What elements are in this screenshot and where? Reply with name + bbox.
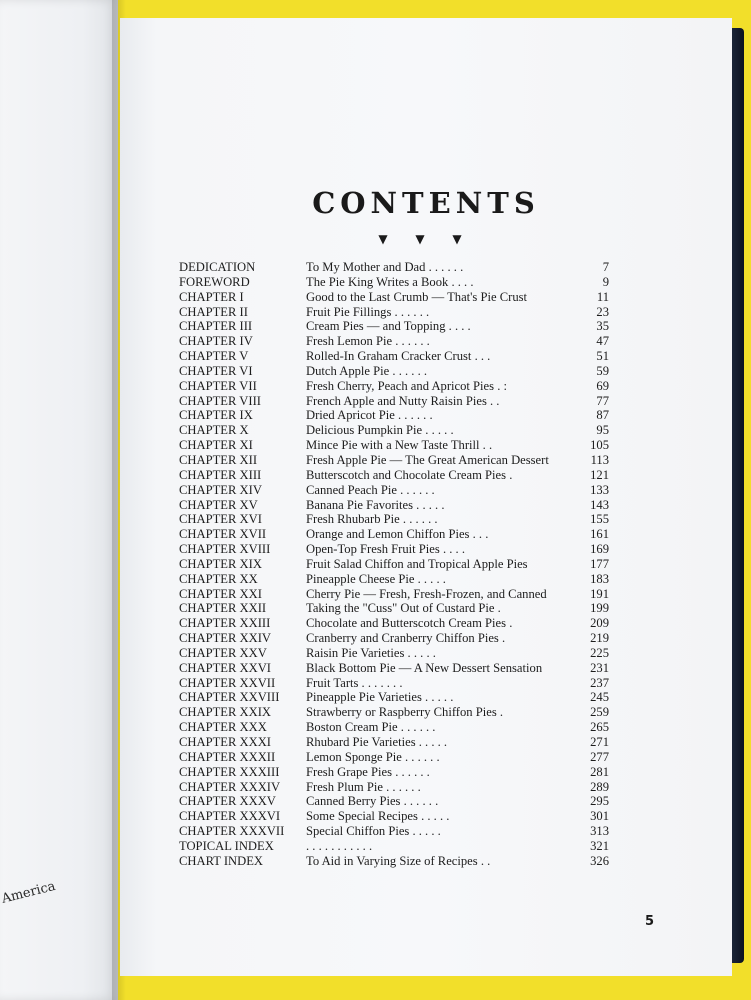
toc-entry	[179, 364, 609, 379]
toc-entry-page: 313	[590, 824, 609, 839]
toc-entry-page: 199	[590, 601, 609, 616]
toc-entry-page: 59	[596, 363, 609, 378]
toc-entry	[179, 483, 609, 498]
toc-entry-label: CHAPTER XXVII	[179, 675, 276, 690]
toc-entry-title: Good to the Last Crumb — That's Pie Crust	[306, 289, 528, 304]
page-title: CONTENTS	[312, 186, 540, 220]
toc-entry-page: 7	[602, 260, 609, 274]
toc-entry-page: 219	[590, 631, 609, 646]
toc-entry-title: Some Special Recipes . . . . .	[306, 809, 450, 824]
toc-entry-label: CHAPTER VIII	[179, 393, 261, 408]
toc-entry	[179, 824, 609, 839]
toc-entry	[179, 587, 609, 602]
toc-entry	[179, 468, 609, 483]
toc-entry	[179, 839, 609, 854]
toc-entry-page: 121	[590, 467, 609, 482]
toc-entry-label: CHAPTER XVI	[179, 512, 262, 527]
toc-entry-title: Mince Pie with a New Taste Thrill . .	[306, 438, 493, 453]
toc-entry-title: Raisin Pie Varieties . . . . .	[306, 645, 436, 660]
toc-entry-label: CHAPTER XX	[179, 571, 258, 586]
toc-entry-page: 245	[590, 690, 609, 705]
toc-entry-page: 47	[596, 334, 609, 349]
toc-entry	[179, 794, 609, 809]
toc-entry-title: Canned Peach Pie . . . . . .	[306, 482, 435, 497]
toc-entry-page: 23	[596, 304, 609, 319]
toc-entry-label: DEDICATION	[179, 260, 256, 274]
toc-entry-title: Delicious Pumpkin Pie . . . . .	[306, 423, 454, 438]
toc-entry-label: CHAPTER XXXIII	[179, 764, 280, 779]
toc-entry-title: Fruit Salad Chiffon and Tropical Apple Pies	[306, 556, 528, 571]
left-page	[0, 0, 118, 1000]
toc-entry-title: Pineapple Cheese Pie . . . . .	[306, 571, 446, 586]
toc-entry-label: CHAPTER XIII	[179, 467, 262, 482]
toc-entry-title: Open-Top Fresh Fruit Pies . . . .	[306, 542, 465, 557]
toc-entry	[179, 646, 609, 661]
toc-entry-title: . . . . . . . . . . .	[306, 838, 373, 853]
toc-entry-page: 9	[602, 274, 609, 289]
toc-entry-title: Boston Cream Pie . . . . . .	[306, 720, 436, 735]
toc-entry-label: CHAPTER XXXV	[179, 794, 276, 809]
toc-entry-title: Orange and Lemon Chiffon Pies . . .	[306, 527, 489, 542]
toc-entry-title: Fruit Pie Fillings . . . . . .	[306, 304, 430, 319]
toc-entry-title: To My Mother and Dad . . . . . .	[306, 260, 464, 274]
toc-entry-title: Strawberry or Raspberry Chiffon Pies .	[306, 705, 504, 720]
toc-entry	[179, 453, 609, 468]
toc-entry-label: CHAPTER XV	[179, 497, 258, 512]
toc-entry-page: 259	[590, 705, 609, 720]
toc-entry-title: Fruit Tarts . . . . . . .	[306, 675, 403, 690]
toc-entry-page: 183	[590, 571, 609, 586]
toc-entry-title: Fresh Apple Pie — The Great American Dessert	[306, 452, 549, 467]
page-number: 5	[645, 914, 655, 929]
left-page-caption: America	[0, 878, 57, 907]
toc-entry-title: Rolled-In Graham Cracker Crust . . .	[306, 349, 491, 364]
toc-entry-title: Canned Berry Pies . . . . . .	[306, 794, 439, 809]
toc-entry	[179, 616, 609, 631]
toc-entry-title: Fresh Plum Pie . . . . . .	[306, 779, 421, 794]
toc-entry-page: 69	[596, 378, 609, 393]
toc-entry	[179, 690, 609, 705]
toc-entry	[179, 557, 609, 572]
toc-entry-title: Pineapple Pie Varieties . . . . .	[306, 690, 454, 705]
toc-entry	[179, 527, 609, 542]
toc-entry-title: Cream Pies — and Topping . . . .	[306, 319, 471, 334]
toc-entry-label: CHAPTER XXXIV	[179, 779, 281, 794]
toc-entry-page: 191	[590, 586, 609, 601]
toc-entry-page: 209	[590, 616, 609, 631]
toc-entry	[179, 572, 609, 587]
toc-entry	[179, 705, 609, 720]
toc-entry-page: 237	[590, 675, 609, 690]
toc-entry	[179, 275, 609, 290]
toc-entry	[179, 542, 609, 557]
toc-entry-label: FOREWORD	[179, 274, 250, 289]
toc-entry-label: CHAPTER I	[179, 289, 244, 304]
toc-entry-title: Butterscotch and Chocolate Cream Pies .	[306, 467, 513, 482]
toc-entry	[179, 319, 609, 334]
toc-entry-page: 265	[590, 720, 609, 735]
toc-entry	[179, 260, 609, 275]
toc-entry-label: CHAPTER VII	[179, 378, 257, 393]
toc-entry-page: 326	[590, 853, 609, 868]
toc-entry-page: 225	[590, 645, 609, 660]
toc-entry-page: 77	[596, 393, 609, 408]
table-of-contents	[179, 260, 609, 869]
toc-entry-page: 161	[590, 527, 609, 542]
toc-entry-label: CHAPTER X	[179, 423, 249, 438]
toc-entry-page: 301	[590, 809, 609, 824]
toc-entry-page: 143	[590, 497, 609, 512]
toc-entry	[179, 631, 609, 646]
toc-entry-label: CHAPTER XXV	[179, 645, 267, 660]
toc-entry-label: CHAPTER XXIV	[179, 631, 272, 646]
toc-entry-label: CHAPTER XXXII	[179, 749, 276, 764]
toc-entry-label: CHAPTER II	[179, 304, 248, 319]
toc-entry-label: CHAPTER V	[179, 349, 249, 364]
toc-entry	[179, 780, 609, 795]
toc-entry-label: CHAPTER XI	[179, 438, 253, 453]
toc-entry	[179, 349, 609, 364]
toc-entry-title: Cherry Pie — Fresh, Fresh-Frozen, and Canned	[306, 586, 547, 601]
toc-entry-title: French Apple and Nutty Raisin Pies . .	[306, 393, 500, 408]
toc-entry-label: CHAPTER IV	[179, 334, 253, 349]
toc-entry-label: CHAPTER XXVIII	[179, 690, 280, 705]
toc-entry-title: Fresh Grape Pies . . . . . .	[306, 764, 430, 779]
toc-entry-label: TOPICAL INDEX	[179, 838, 274, 853]
toc-entry	[179, 334, 609, 349]
toc-entry-title: Banana Pie Favorites . . . . .	[306, 497, 445, 512]
toc-entry	[179, 661, 609, 676]
ornament-triangles: ▼ ▼ ▼	[378, 232, 474, 246]
toc-entry-label: CHAPTER XXXI	[179, 735, 272, 749]
toc-entry-page: 11	[596, 289, 609, 304]
toc-entry	[179, 394, 609, 409]
toc-entry	[179, 676, 609, 691]
toc-entry-page: 321	[590, 838, 609, 853]
toc-entry	[179, 512, 609, 527]
toc-entry-label: CHAPTER XXXVII	[179, 824, 285, 839]
toc-entry-label: CHAPTER XXII	[179, 601, 267, 616]
toc-entry-title: Chocolate and Butterscotch Cream Pies .	[306, 616, 513, 631]
toc-entry-label: CHAPTER XVIII	[179, 542, 271, 557]
toc-entry-page: 277	[590, 749, 609, 764]
toc-entry	[179, 408, 609, 423]
toc-entry-page: 133	[590, 482, 609, 497]
toc-entry-page: 231	[590, 660, 609, 675]
toc-entry-title: Dried Apricot Pie . . . . . .	[306, 408, 433, 423]
toc-entry-page: 271	[590, 735, 609, 749]
toc-entry	[179, 379, 609, 394]
toc-entry-title: Taking the "Cuss" Out of Custard Pie .	[306, 601, 501, 616]
toc-entry-label: CHAPTER III	[179, 319, 253, 334]
toc-entry-page: 95	[596, 423, 609, 438]
toc-entry	[179, 765, 609, 780]
toc-entry-page: 105	[590, 438, 609, 453]
toc-entry	[179, 290, 609, 305]
toc-entry-label: CHAPTER XXIII	[179, 616, 271, 631]
toc-entry-title: Black Bottom Pie — A New Dessert Sensation	[306, 660, 543, 675]
toc-entry	[179, 601, 609, 616]
toc-entry-page: 295	[590, 794, 609, 809]
toc-entry-label: CHART INDEX	[179, 853, 264, 868]
toc-entry-label: CHAPTER VI	[179, 363, 253, 378]
toc-entry-label: CHAPTER XXIX	[179, 705, 272, 720]
toc-entry-title: The Pie King Writes a Book . . . .	[306, 274, 474, 289]
toc-entry-page: 281	[590, 764, 609, 779]
toc-entry-page: 87	[596, 408, 609, 423]
toc-entry-title: To Aid in Varying Size of Recipes . .	[306, 853, 491, 868]
toc-entry-page: 177	[590, 556, 609, 571]
toc-entry-label: CHAPTER XIX	[179, 556, 262, 571]
toc-entry-title: Rhubard Pie Varieties . . . . .	[306, 735, 448, 749]
toc-entry-title: Fresh Rhubarb Pie . . . . . .	[306, 512, 438, 527]
toc-entry-label: CHAPTER XXX	[179, 720, 267, 735]
toc-entry-label: CHAPTER XIV	[179, 482, 262, 497]
toc-entry	[179, 809, 609, 824]
toc-entry	[179, 438, 609, 453]
toc-entry-label: CHAPTER XXVI	[179, 660, 272, 675]
toc-entry-page: 169	[590, 542, 609, 557]
toc-entry	[179, 854, 609, 869]
toc-entry-title: Lemon Sponge Pie . . . . . .	[306, 749, 440, 764]
toc-entry-label: CHAPTER XII	[179, 452, 258, 467]
toc-entry	[179, 735, 609, 750]
toc-entry	[179, 498, 609, 513]
toc-entry-page: 113	[590, 452, 609, 467]
toc-entry-page: 35	[596, 319, 609, 334]
toc-entry-label: CHAPTER IX	[179, 408, 253, 423]
toc-entry-label: CHAPTER XXI	[179, 586, 262, 601]
toc-entry-title: Fresh Lemon Pie . . . . . .	[306, 334, 430, 349]
toc-entry-title: Cranberry and Cranberry Chiffon Pies .	[306, 631, 506, 646]
toc-entry	[179, 720, 609, 735]
toc-entry-page: 155	[590, 512, 609, 527]
toc-entry	[179, 423, 609, 438]
contents-page	[120, 18, 732, 976]
toc-entry	[179, 305, 609, 320]
toc-entry-title: Fresh Cherry, Peach and Apricot Pies . :	[306, 378, 507, 393]
toc-entry-title: Special Chiffon Pies . . . . .	[306, 824, 441, 839]
toc-entry-title: Dutch Apple Pie . . . . . .	[306, 363, 428, 378]
toc-entry	[179, 750, 609, 765]
toc-entry-label: CHAPTER XVII	[179, 527, 267, 542]
toc-entry-page: 289	[590, 779, 609, 794]
toc-entry-page: 51	[596, 349, 609, 364]
toc-entry-label: CHAPTER XXXVI	[179, 809, 281, 824]
